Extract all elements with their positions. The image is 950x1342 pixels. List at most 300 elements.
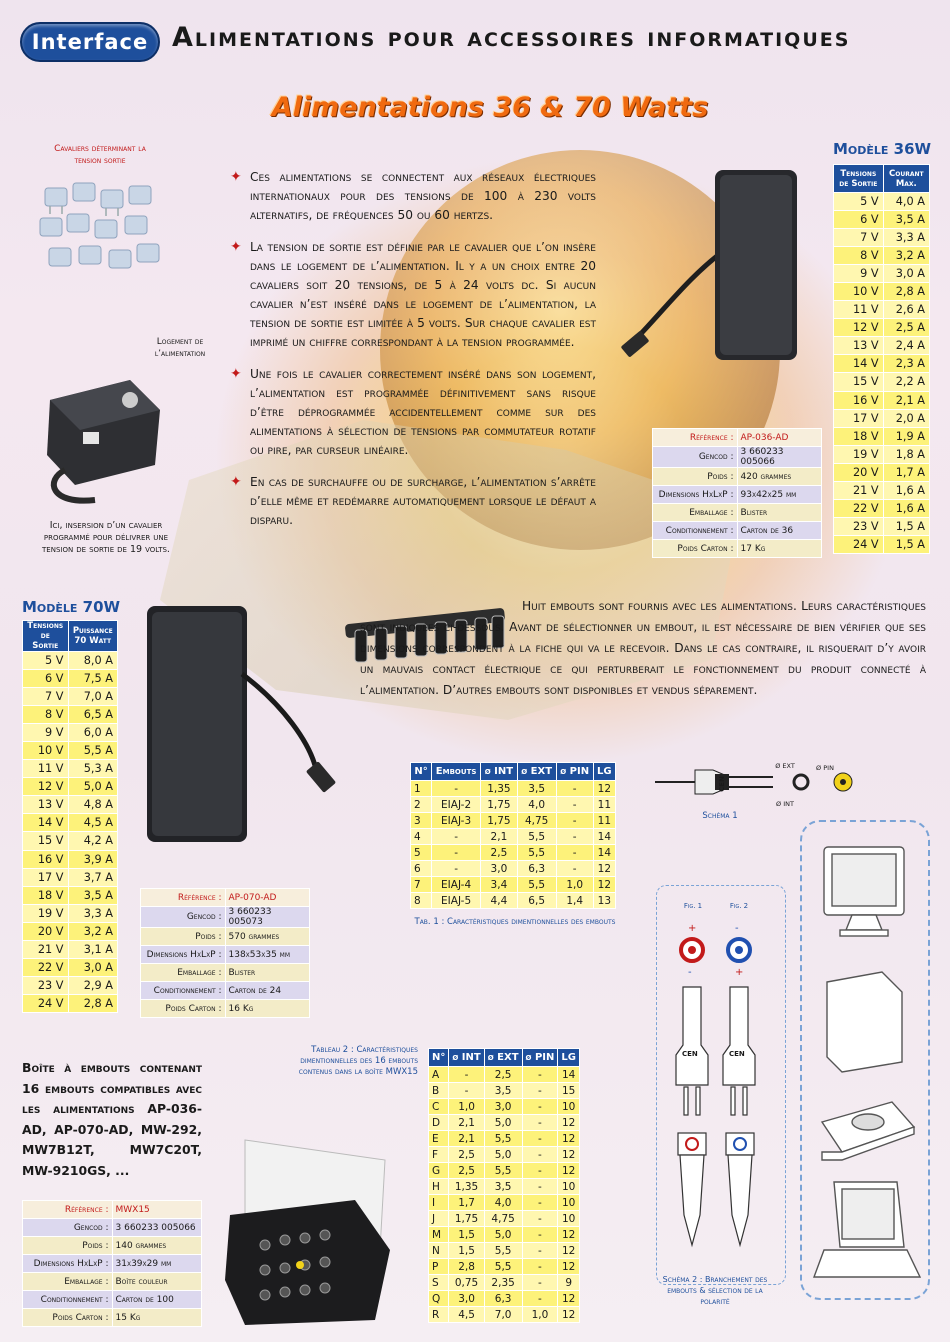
- ref-row: [653, 504, 822, 522]
- cell-voltage: 6 V: [23, 670, 69, 688]
- table-cell: -: [522, 1083, 558, 1099]
- table-cell: G: [429, 1163, 449, 1179]
- table-cell: 6,3: [517, 861, 556, 877]
- cell-voltage: 21 V: [23, 940, 69, 958]
- svg-text:+: +: [688, 923, 697, 934]
- caption-tab1: Tab. 1 : Caractéristiques dimentionnelles des embouts: [414, 917, 616, 927]
- table-cell: 2,35: [484, 1275, 522, 1291]
- table-cell: -: [432, 845, 481, 861]
- ref-label: Poids :: [653, 468, 738, 486]
- table-cell: -: [522, 1227, 558, 1243]
- table-cell: 14: [593, 845, 615, 861]
- page-title: Alimentations pour accessoires informatiques: [172, 22, 851, 53]
- table-70w: [22, 620, 118, 1013]
- table-cell: 5,5: [517, 877, 556, 893]
- ref-value: 31x39x29 mm: [112, 1255, 202, 1273]
- table-cell: EIAJ-2: [432, 797, 481, 813]
- ref-row: [653, 540, 822, 558]
- table-cell: -: [556, 861, 593, 877]
- table-cell: -: [522, 1131, 558, 1147]
- table-row: [23, 688, 118, 706]
- column-header: ø PIN: [556, 763, 593, 781]
- table-row: [429, 1067, 580, 1083]
- table-cell: -: [449, 1067, 484, 1083]
- label-cen: CEN: [718, 776, 726, 792]
- table-cell: 3: [411, 813, 432, 829]
- caption-cavaliers: Cavaliers déterminant la tension sortie: [54, 144, 146, 166]
- cell-voltage: 9 V: [23, 724, 69, 742]
- table-cell: 5: [411, 845, 432, 861]
- ref-value: 3 660233 005066: [112, 1219, 202, 1237]
- ref-value: MWX15: [112, 1201, 202, 1219]
- ref-value: 16 Kg: [225, 1000, 310, 1018]
- ref-row: [141, 982, 310, 1000]
- cell-voltage: 11 V: [23, 760, 69, 778]
- table-cell: -: [522, 1147, 558, 1163]
- table-cell: 2,1: [449, 1115, 484, 1131]
- column-header: ø PIN: [522, 1049, 558, 1067]
- table-cell: M: [429, 1227, 449, 1243]
- cell-voltage: 21 V: [834, 481, 884, 499]
- cell-voltage: 13 V: [23, 796, 69, 814]
- ref-value: Blister: [737, 504, 822, 522]
- cell-voltage: 17 V: [834, 409, 884, 427]
- table-cell: -: [522, 1163, 558, 1179]
- cell-current: 1,7 A: [883, 463, 929, 481]
- table-row: [834, 319, 930, 337]
- cell-current: 3,3 A: [68, 904, 117, 922]
- table-row: [429, 1227, 580, 1243]
- ref-value: 93x42x25 mm: [737, 486, 822, 504]
- col-tensions: Tensions de Sortie: [834, 165, 884, 193]
- cell-current: 3,1 A: [68, 940, 117, 958]
- cell-current: 4,5 A: [68, 814, 117, 832]
- jumpers-photo: [35, 178, 165, 278]
- ref-label: Emballage :: [141, 964, 226, 982]
- table-row: [23, 706, 118, 724]
- ref-row: [653, 522, 822, 540]
- table-cell: 7: [411, 877, 432, 893]
- ref-label: Poids :: [23, 1237, 113, 1255]
- table-cell: 12: [558, 1227, 580, 1243]
- table-cell: 12: [558, 1115, 580, 1131]
- cell-voltage: 10 V: [834, 283, 884, 301]
- ref-row: [141, 889, 310, 907]
- table-row: [411, 797, 616, 813]
- table-cell: 12: [558, 1163, 580, 1179]
- table-cell: 3,5: [484, 1179, 522, 1195]
- table-cell: 4,5: [449, 1307, 484, 1323]
- cell-current: 5,0 A: [68, 778, 117, 796]
- caption-schema1: Schéma 1: [702, 811, 738, 821]
- ref-table-mwx15: [22, 1200, 202, 1327]
- table-mwx15: [428, 1048, 580, 1323]
- ref-row: [23, 1273, 202, 1291]
- paragraph-3: ✦ Une fois le cavalier correctement inséré dans son logement, l’alimentation est programmée définitivement sans risque d’être déprogrammée accidentellement comme sur des alimentations à sélection de tensions par commutateur rotatif ou pire, par curseur linéaire.: [230, 366, 596, 457]
- cell-voltage: 12 V: [23, 778, 69, 796]
- table-cell: 5,5: [484, 1259, 522, 1275]
- table-cell: 7,0: [484, 1307, 522, 1323]
- table-cell: 12: [558, 1147, 580, 1163]
- ref-row: [653, 447, 822, 468]
- cell-current: 5,3 A: [68, 760, 117, 778]
- cell-current: 1,6 A: [883, 481, 929, 499]
- table-cell: 5,5: [517, 829, 556, 845]
- cell-current: 6,0 A: [68, 724, 117, 742]
- table-cell: 6: [411, 861, 432, 877]
- cell-voltage: 18 V: [23, 886, 69, 904]
- table-cell: 3,4: [481, 877, 517, 893]
- ref-value: Carton de 36: [737, 522, 822, 540]
- cell-current: 3,7 A: [68, 868, 117, 886]
- table-cell: 4,75: [484, 1211, 522, 1227]
- ref-label: Dimensions HxLxP :: [141, 946, 226, 964]
- table-cell: 3,0: [484, 1099, 522, 1115]
- cell-current: 2,9 A: [68, 976, 117, 994]
- cell-current: 2,8 A: [883, 283, 929, 301]
- table-cell: 5,5: [484, 1243, 522, 1259]
- table-row: [23, 904, 118, 922]
- cell-voltage: 23 V: [23, 976, 69, 994]
- ref-row: [141, 1000, 310, 1018]
- cell-current: 4,0 A: [883, 193, 929, 211]
- ref-row: [23, 1237, 202, 1255]
- bullet-icon: ✦: [230, 366, 242, 382]
- cell-voltage: 14 V: [23, 814, 69, 832]
- column-header: Embouts: [432, 763, 481, 781]
- cell-voltage: 20 V: [834, 463, 884, 481]
- cell-voltage: 10 V: [23, 742, 69, 760]
- table-row: [834, 391, 930, 409]
- cell-current: 1,5 A: [883, 535, 929, 553]
- table-cell: 6,3: [484, 1291, 522, 1307]
- table-cell: 10: [558, 1099, 580, 1115]
- table-row: [429, 1147, 580, 1163]
- table-row: [834, 337, 930, 355]
- table-cell: -: [556, 813, 593, 829]
- table-cell: H: [429, 1179, 449, 1195]
- table-row: [23, 796, 118, 814]
- boite-embouts-text: Boîte à embouts contenant 16 embouts compatibles avec les alimentations AP-036-AD, AP-070-AD, MW-292, MW7B12T, MW7C20T, MW-9210GS, ...: [22, 1060, 202, 1178]
- ref-value: 570 grammes: [225, 928, 310, 946]
- ref-row: [23, 1309, 202, 1327]
- paragraph-1: ✦ Ces alimentations se connectent aux réseaux électriques internationaux pour des tensions de 100 à 230 volts alternatifs, de fréquences 50 ou 60 hertzs.: [230, 169, 596, 222]
- table-cell: 5,0: [484, 1227, 522, 1243]
- table-row: [429, 1115, 580, 1131]
- table-cell: 8: [411, 893, 432, 909]
- table-row: [411, 829, 616, 845]
- cell-voltage: 13 V: [834, 337, 884, 355]
- cell-voltage: 17 V: [23, 868, 69, 886]
- ref-row: [23, 1201, 202, 1219]
- table-cell: 5,0: [484, 1115, 522, 1131]
- ref-row: [141, 907, 310, 928]
- table-row: [23, 778, 118, 796]
- table-cell: 3,0: [481, 861, 517, 877]
- table-cell: 5,5: [517, 845, 556, 861]
- table-row: [834, 517, 930, 535]
- table-cell: 2,1: [449, 1131, 484, 1147]
- brand-logo: Interface: [20, 22, 160, 62]
- ref-label: Gencod :: [141, 907, 226, 928]
- table-cell: D: [429, 1115, 449, 1131]
- table-row: [411, 813, 616, 829]
- ref-value: 420 grammes: [737, 468, 822, 486]
- polarity-diagram: [666, 915, 776, 1275]
- ref-row: [23, 1255, 202, 1273]
- bullet-icon: ✦: [230, 474, 242, 490]
- table-row: [834, 265, 930, 283]
- column-header: N°: [411, 763, 432, 781]
- table-cell: 2,1: [481, 829, 517, 845]
- table-row: [429, 1083, 580, 1099]
- ref-label: Référence :: [141, 889, 226, 907]
- ref-table-36w: [652, 428, 822, 558]
- table-cell: -: [522, 1067, 558, 1083]
- table-row: [23, 922, 118, 940]
- table-cell: 6,5: [517, 893, 556, 909]
- table-cell: 10: [558, 1179, 580, 1195]
- cell-current: 2,4 A: [883, 337, 929, 355]
- ref-row: [653, 468, 822, 486]
- ref-label: Emballage :: [653, 504, 738, 522]
- cell-current: 3,5 A: [68, 886, 117, 904]
- caption-schema2: Schéma 2 : Branchement des embouts & sélection de la polarité: [662, 1275, 768, 1306]
- cell-voltage: 15 V: [23, 832, 69, 850]
- table-cell: 12: [558, 1291, 580, 1307]
- cell-voltage: 15 V: [834, 373, 884, 391]
- cell-current: 3,9 A: [68, 850, 117, 868]
- table-cell: -: [522, 1195, 558, 1211]
- cell-current: 1,5 A: [883, 517, 929, 535]
- table-cell: 4,0: [517, 797, 556, 813]
- table-cell: S: [429, 1275, 449, 1291]
- caption-insertion: Ici, insersion d’un cavalier programmé pour délivrer une tension de sortie de 19 volts.: [42, 520, 170, 555]
- ref-label: Dimensions HxLxP :: [23, 1255, 113, 1273]
- cell-voltage: 7 V: [23, 688, 69, 706]
- table-cell: 4,4: [481, 893, 517, 909]
- table-cell: -: [556, 829, 593, 845]
- ref-value: 3 660233 005073: [225, 907, 310, 928]
- cell-voltage: 22 V: [834, 499, 884, 517]
- table-cell: -: [556, 781, 593, 797]
- cell-voltage: 22 V: [23, 958, 69, 976]
- table-cell: Q: [429, 1291, 449, 1307]
- ref-label: Conditionnement :: [141, 982, 226, 1000]
- table-row: [834, 373, 930, 391]
- label-fig1: Fig. 1: [683, 902, 703, 910]
- table-cell: -: [522, 1115, 558, 1131]
- table-row: [23, 814, 118, 832]
- cell-current: 3,5 A: [883, 211, 929, 229]
- table-row: [429, 1211, 580, 1227]
- caption-logement: Logement de l’alimentation: [154, 337, 206, 359]
- table-cell: P: [429, 1259, 449, 1275]
- column-header: ø INT: [481, 763, 517, 781]
- table-row: [429, 1275, 580, 1291]
- page-subtitle: Alimentations 36 & 70 Watts: [271, 92, 709, 123]
- cell-voltage: 14 V: [834, 355, 884, 373]
- cell-voltage: 11 V: [834, 301, 884, 319]
- label-o-pin: Ø PIN: [816, 764, 834, 772]
- table-cell: 1,35: [481, 781, 517, 797]
- cell-voltage: 8 V: [834, 247, 884, 265]
- cell-current: 2,2 A: [883, 373, 929, 391]
- table-row: [429, 1259, 580, 1275]
- cell-voltage: 12 V: [834, 319, 884, 337]
- table-cell: 12: [558, 1259, 580, 1275]
- model-36w-title: Modèle 36W: [833, 140, 932, 158]
- table-cell: 13: [593, 893, 615, 909]
- ref-value: Boîte couleur: [112, 1273, 202, 1291]
- label-fig2: Fig. 2: [729, 902, 749, 910]
- table-row: [23, 724, 118, 742]
- cell-voltage: 16 V: [834, 391, 884, 409]
- cell-current: 2,8 A: [68, 994, 117, 1012]
- table-row: [429, 1291, 580, 1307]
- cell-current: 1,6 A: [883, 499, 929, 517]
- ref-value: Carton de 24: [225, 982, 310, 1000]
- column-header: N°: [429, 1049, 449, 1067]
- cell-current: 8,0 A: [68, 652, 117, 670]
- table-cell: 12: [558, 1307, 580, 1323]
- table-cell: -: [432, 781, 481, 797]
- cell-voltage: 18 V: [834, 427, 884, 445]
- column-header: ø INT: [449, 1049, 484, 1067]
- label-cen-1: CEN: [682, 1050, 698, 1058]
- svg-text:-: -: [688, 967, 692, 978]
- table-row: [834, 427, 930, 445]
- adapter-36w-photo: [620, 165, 810, 365]
- cell-voltage: 24 V: [834, 535, 884, 553]
- col-tensions: Tensions de Sortie: [23, 621, 69, 652]
- table-row: [429, 1131, 580, 1147]
- adapter-slot-photo: [35, 370, 175, 490]
- table-cell: A: [429, 1067, 449, 1083]
- cell-voltage: 24 V: [23, 994, 69, 1012]
- ref-table-70w: [140, 888, 310, 1018]
- table-cell: 9: [558, 1275, 580, 1291]
- table-cell: 11: [593, 797, 615, 813]
- table-cell: -: [449, 1083, 484, 1099]
- table-cell: 5,0: [484, 1147, 522, 1163]
- table-cell: 10: [558, 1211, 580, 1227]
- table-cell: EIAJ-3: [432, 813, 481, 829]
- table-cell: 11: [593, 813, 615, 829]
- ref-label: Référence :: [23, 1201, 113, 1219]
- table-cell: C: [429, 1099, 449, 1115]
- ref-value: 15 Kg: [112, 1309, 202, 1327]
- ref-label: Référence :: [653, 429, 738, 447]
- table-cell: 3,5: [517, 781, 556, 797]
- table-cell: E: [429, 1131, 449, 1147]
- description-text: [228, 168, 596, 530]
- table-cell: 3,0: [449, 1291, 484, 1307]
- table-cell: -: [522, 1243, 558, 1259]
- table-cell: 1: [411, 781, 432, 797]
- table-cell: 3,5: [484, 1083, 522, 1099]
- cell-current: 3,3 A: [883, 229, 929, 247]
- table-row: [834, 463, 930, 481]
- cell-voltage: 5 V: [834, 193, 884, 211]
- table-row: [834, 301, 930, 319]
- cell-voltage: 8 V: [23, 706, 69, 724]
- cell-current: 3,2 A: [68, 922, 117, 940]
- table-row: [834, 211, 930, 229]
- table-row: [23, 670, 118, 688]
- label-cen-2: CEN: [729, 1050, 745, 1058]
- table-cell: 1,5: [449, 1243, 484, 1259]
- ref-row: [23, 1219, 202, 1237]
- table-cell: 1,0: [449, 1099, 484, 1115]
- table-cell: EIAJ-5: [432, 893, 481, 909]
- table-cell: 12: [593, 877, 615, 893]
- table-cell: 2,5: [484, 1067, 522, 1083]
- table-row: [23, 940, 118, 958]
- ref-row: [141, 964, 310, 982]
- table-cell: -: [522, 1259, 558, 1275]
- table-cell: 2,5: [481, 845, 517, 861]
- ref-value: Carton de 100: [112, 1291, 202, 1309]
- ref-value: 138x53x35 mm: [225, 946, 310, 964]
- table-cell: 12: [558, 1243, 580, 1259]
- cell-voltage: 16 V: [23, 850, 69, 868]
- table-cell: 14: [558, 1067, 580, 1083]
- column-header: ø EXT: [517, 763, 556, 781]
- table-cell: 1,7: [449, 1195, 484, 1211]
- ref-value: AP-070-AD: [225, 889, 310, 907]
- table-cell: 1,75: [481, 797, 517, 813]
- table-row: [834, 247, 930, 265]
- table-cell: 0,75: [449, 1275, 484, 1291]
- table-cell: 4,0: [484, 1195, 522, 1211]
- table-cell: N: [429, 1243, 449, 1259]
- cell-voltage: 5 V: [23, 652, 69, 670]
- model-70w-title: Modèle 70W: [22, 598, 121, 616]
- cell-current: 2,6 A: [883, 301, 929, 319]
- caption-tab2: Tableau 2 : Caractéristiques dimentionnelles des 16 embouts contenus dans la boîte MWX15: [298, 1045, 418, 1077]
- cell-current: 3,0 A: [68, 958, 117, 976]
- table-row: [834, 283, 930, 301]
- table-row: [834, 535, 930, 553]
- table-cell: 1,0: [522, 1307, 558, 1323]
- table-cell: 1,35: [449, 1179, 484, 1195]
- ref-label: Conditionnement :: [23, 1291, 113, 1309]
- ref-row: [141, 946, 310, 964]
- table-row: [23, 958, 118, 976]
- cell-voltage: 6 V: [834, 211, 884, 229]
- table-row: [23, 976, 118, 994]
- table-row: [429, 1195, 580, 1211]
- cell-current: 3,0 A: [883, 265, 929, 283]
- ref-row: [653, 429, 822, 447]
- table-row: [411, 845, 616, 861]
- table-row: [23, 652, 118, 670]
- cell-current: 6,5 A: [68, 706, 117, 724]
- label-o-ext: Ø EXT: [775, 762, 795, 770]
- table-cell: 5,5: [484, 1131, 522, 1147]
- table-cell: 1,75: [481, 813, 517, 829]
- cell-current: 7,5 A: [68, 670, 117, 688]
- table-cell: 4,75: [517, 813, 556, 829]
- embouts-text: Huit embouts sont fournis avec les alimentations. Leurs caractéristiques sont indiquées ci-dessous. Avant de sélectionner un embout, il est nécessaire de bien vérifier que ses dimensions correspondent à la fiche qui va le recevoir. Dans le cas contraire, il risquerait d’y avoir un mauvais contact électrique ce qui perturberait le fonctionnement du produit connecté à l’alimentation. D’autres embouts sont disponibles et vendus séparement.: [360, 599, 926, 697]
- table-row: [834, 355, 930, 373]
- cell-current: 4,8 A: [68, 796, 117, 814]
- cell-current: 2,1 A: [883, 391, 929, 409]
- cell-current: 1,9 A: [883, 427, 929, 445]
- table-row: [834, 229, 930, 247]
- table-cell: 2: [411, 797, 432, 813]
